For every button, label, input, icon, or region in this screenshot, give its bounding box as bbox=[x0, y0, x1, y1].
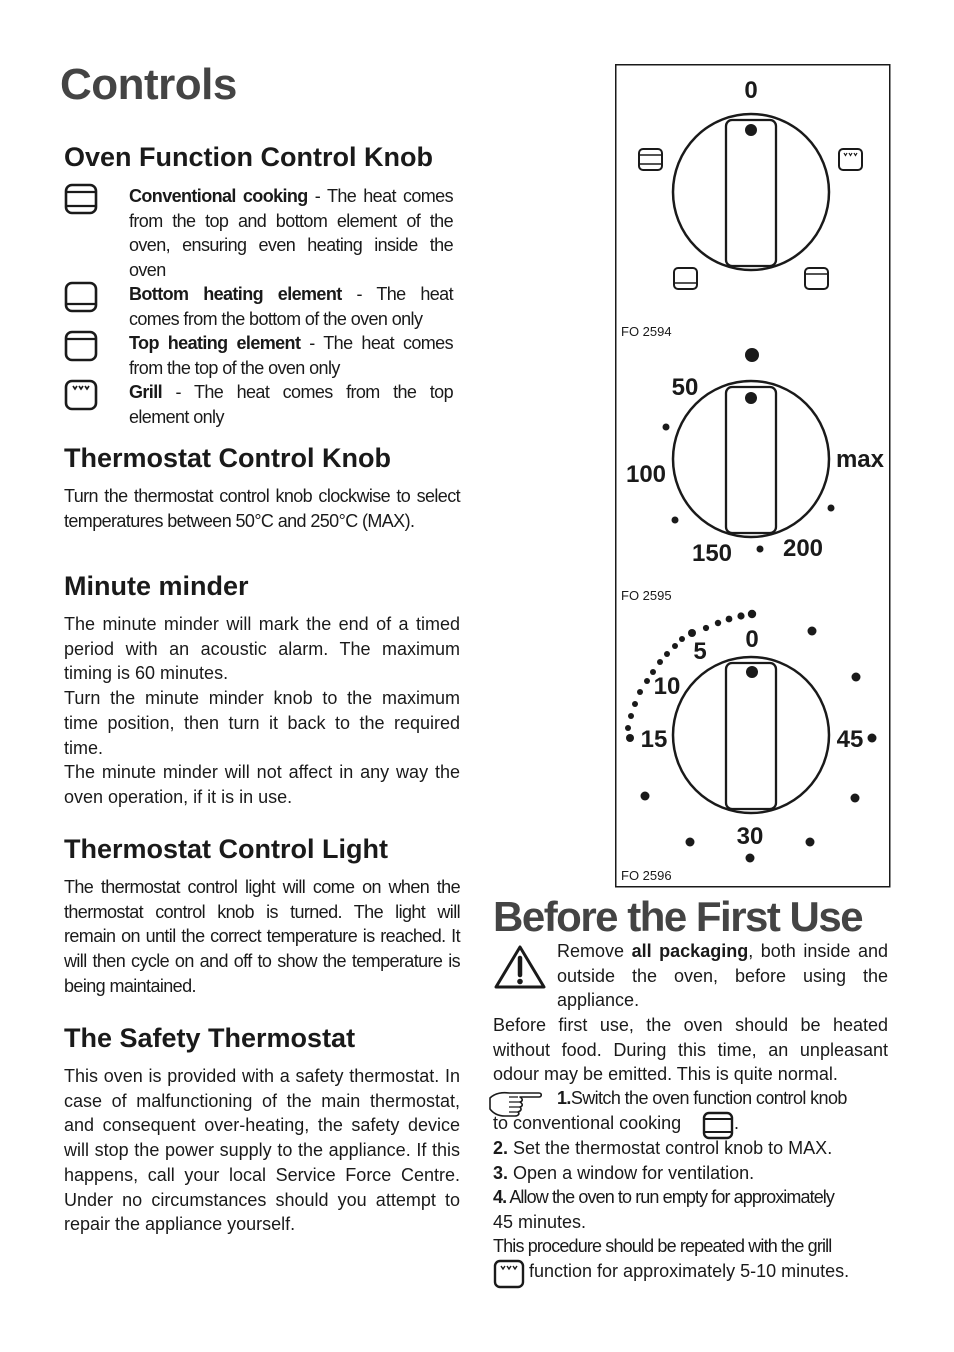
step-4-line-b: 45 minutes. bbox=[493, 1212, 587, 1232]
thermostat-light-text: The thermostat control light will come on when the thermostat control knob is turned. The light will remain on until the correct temperature is reached. It will then cycle on and off to show the temperature is being maintained. bbox=[64, 877, 460, 996]
closing-line-a: This procedure should be repeated with the grill bbox=[493, 1236, 832, 1256]
safety-thermostat-text: This oven is provided with a safety thermostat. In case of malfunctioning of the main thermostat, and consequent over-heating, the safety device will stop the power supply to the appliance. If this happens, call your local Service Force Centre. Under no circumstances should you attempt to repair the appliance yourself. bbox=[64, 1066, 460, 1235]
warning-icon bbox=[493, 944, 547, 990]
knob3-tick-dot bbox=[686, 838, 695, 847]
knob2-label-100: 100 bbox=[625, 461, 667, 488]
safety-thermostat-heading: The Safety Thermostat bbox=[64, 1023, 356, 1053]
knob2-tick-dot bbox=[672, 517, 679, 524]
knob3-dial bbox=[673, 657, 829, 813]
knob3-tick-dot bbox=[806, 838, 815, 847]
step-1-line-b: to conventional cooking bbox=[493, 1113, 682, 1133]
grill-icon bbox=[64, 379, 98, 411]
step-4-line-a: 4. Allow the oven to run empty for approximately bbox=[493, 1187, 835, 1207]
step-1-period: . bbox=[734, 1113, 740, 1133]
thermostat-knob-heading: Thermostat Control Knob bbox=[64, 443, 391, 473]
warning-text: Remove all packaging, both inside and outside the oven, before using the appliance. bbox=[557, 941, 888, 1011]
knob2-label-50: 50 bbox=[671, 374, 699, 401]
step-3: 3. Open a window for ventilation. bbox=[493, 1163, 755, 1183]
thermostat-knob-text: Turn the thermostat control knob clockwise to select temperatures between 50°C and 250°C (MAX). bbox=[64, 486, 460, 531]
knob2-dial bbox=[673, 381, 829, 537]
knob3-tick-dot bbox=[641, 792, 650, 801]
knob3-label-30: 30 bbox=[736, 823, 764, 850]
knob3-tick-dot bbox=[746, 854, 755, 863]
knob3-pointer-dot bbox=[746, 666, 758, 678]
knob3-caption: FO 2596 bbox=[621, 868, 672, 883]
knob3-tick-dot bbox=[851, 794, 860, 803]
step-2: 2. Set the thermostat control knob to MAX. bbox=[493, 1138, 833, 1158]
knob-figure-panel bbox=[615, 64, 891, 888]
knob2-tick-dot bbox=[828, 505, 835, 512]
knob3-label-15: 15 bbox=[640, 726, 668, 753]
knob1-caption: FO 2594 bbox=[621, 324, 672, 339]
knob2-label-200: 200 bbox=[782, 535, 824, 562]
conventional-cooking-icon bbox=[64, 183, 98, 215]
first-use-intro: Before first use, the oven should be heated without food. During this time, an unpleasant odour may be emitted. This is quite normal. bbox=[493, 1015, 888, 1085]
knob3-tick-dot bbox=[808, 627, 817, 636]
minute-minder-text: The minute minder will mark the end of a timed period with an acoustic alarm. The maximum timing is 60 minutes. Turn the minute minder knob to the maximum time position, then turn it back to the required time. The minute minder will not affect in any way the oven operation, if it is in use. bbox=[64, 614, 460, 807]
knob3-tick-dot bbox=[868, 734, 877, 743]
knob2-max-position-dot bbox=[745, 348, 759, 362]
oven-function-heading: Oven Function Control Knob bbox=[64, 142, 433, 172]
top-heat-icon bbox=[64, 330, 98, 362]
knob2-pointer-dot bbox=[745, 392, 757, 404]
oven-function-item-conventional: Conventional cooking - The heat comes from the top and bottom element of the oven, ensuring even heating inside the oven bbox=[129, 186, 453, 281]
knob3-label-45: 45 bbox=[836, 726, 864, 753]
minute-minder-heading: Minute minder bbox=[64, 571, 249, 601]
knob3-label-0: 0 bbox=[745, 626, 759, 653]
step-1-line-a: 1.Switch the oven function control knob bbox=[557, 1088, 847, 1108]
knob3-label-5: 5 bbox=[693, 638, 707, 665]
bottom-heat-icon bbox=[64, 281, 98, 313]
knob2-tick-dot bbox=[757, 546, 764, 553]
knob3-label-10: 10 bbox=[653, 673, 681, 700]
closing-line-b: function for approximately 5-10 minutes. bbox=[529, 1261, 850, 1281]
knob2-label-max: max bbox=[835, 446, 885, 473]
before-first-use-heading: Before the First Use bbox=[493, 893, 863, 940]
knob2-caption: FO 2595 bbox=[621, 588, 672, 603]
knob1-dial bbox=[673, 114, 829, 270]
thermostat-light-heading: Thermostat Control Light bbox=[64, 834, 388, 864]
oven-function-item-grill: Grill - The heat comes from the top element only bbox=[129, 382, 453, 427]
oven-function-item-top: Top heating element - The heat comes from the top of the oven only bbox=[129, 333, 453, 378]
knob2-tick-dot bbox=[663, 424, 670, 431]
knob2-label-150: 150 bbox=[691, 540, 733, 567]
oven-function-item-bottom: Bottom heating element - The heat comes from the bottom of the oven only bbox=[129, 284, 453, 329]
knob1-label-0: 0 bbox=[744, 77, 758, 104]
knob3-tick-dot bbox=[852, 673, 861, 682]
page-title: Controls bbox=[60, 60, 237, 109]
knob1-pointer-dot bbox=[745, 124, 757, 136]
grill-inline-icon bbox=[493, 1259, 525, 1289]
